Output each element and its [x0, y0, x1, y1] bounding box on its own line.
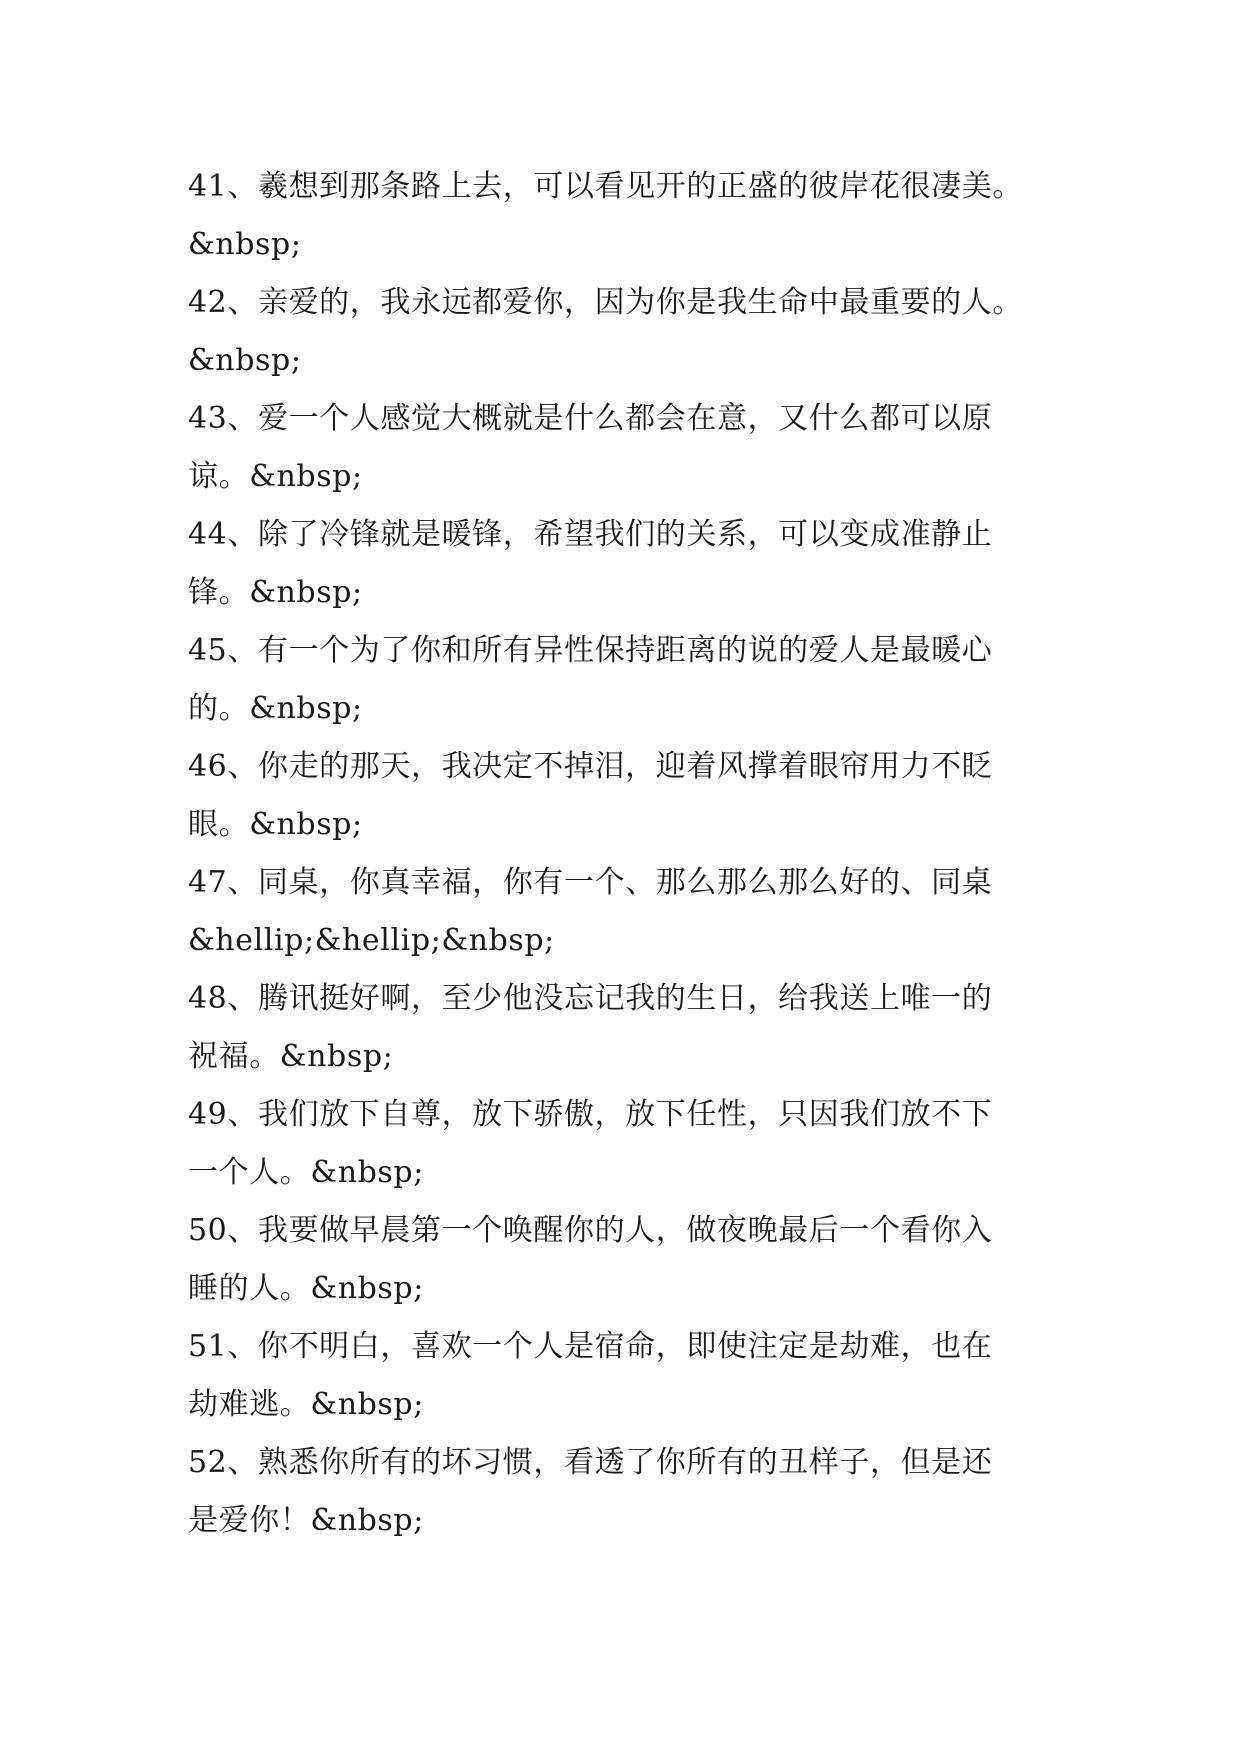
- text-line: 52、熟悉你所有的坏习惯，看透了你所有的丑样子，但是还: [188, 1445, 993, 1480]
- document-body: [188, 158, 1058, 1550]
- text-line: 眼。&nbsp;: [188, 807, 363, 842]
- text-line: &hellip;&hellip;&nbsp;: [188, 923, 555, 958]
- text-line: 是爱你！&nbsp;: [188, 1503, 424, 1538]
- text-line: 42、亲爱的，我永远都爱你，因为你是我生命中最重要的人。: [188, 285, 1023, 320]
- text-line: 谅。&nbsp;: [188, 459, 363, 494]
- text-line: 43、爱一个人感觉大概就是什么都会在意，又什么都可以原: [188, 401, 993, 436]
- text-line: 50、我要做早晨第一个唤醒你的人，做夜晚最后一个看你入: [188, 1213, 993, 1248]
- text-line: 41、羲想到那条路上去，可以看见开的正盛的彼岸花很凄美。: [188, 169, 1023, 204]
- text-line: 44、除了冷锋就是暖锋，希望我们的关系，可以变成准静止: [188, 517, 993, 552]
- text-line: 48、腾讯挺好啊，至少他没忘记我的生日，给我送上唯一的: [188, 981, 993, 1016]
- text-line: 51、你不明白，喜欢一个人是宿命，即使注定是劫难，也在: [188, 1329, 993, 1364]
- text-line: 睡的人。&nbsp;: [188, 1271, 424, 1306]
- text-line: 劫难逃。&nbsp;: [188, 1387, 424, 1422]
- text-line: 一个人。&nbsp;: [188, 1155, 424, 1190]
- text-line: 45、有一个为了你和所有异性保持距离的说的爱人是最暖心: [188, 633, 993, 668]
- text-line: 47、同桌，你真幸福，你有一个、那么那么那么好的、同桌: [188, 865, 993, 900]
- text-line: 49、我们放下自尊，放下骄傲，放下任性，只因我们放不下: [188, 1097, 993, 1132]
- text-line: &nbsp;: [188, 343, 302, 378]
- text-line: 锋。&nbsp;: [188, 575, 363, 610]
- text-line: &nbsp;: [188, 227, 302, 262]
- text-line: 46、你走的那天，我决定不掉泪，迎着风撑着眼帘用力不眨: [188, 749, 993, 784]
- text-line: 祝福。&nbsp;: [188, 1039, 394, 1074]
- text-line: 的。&nbsp;: [188, 691, 363, 726]
